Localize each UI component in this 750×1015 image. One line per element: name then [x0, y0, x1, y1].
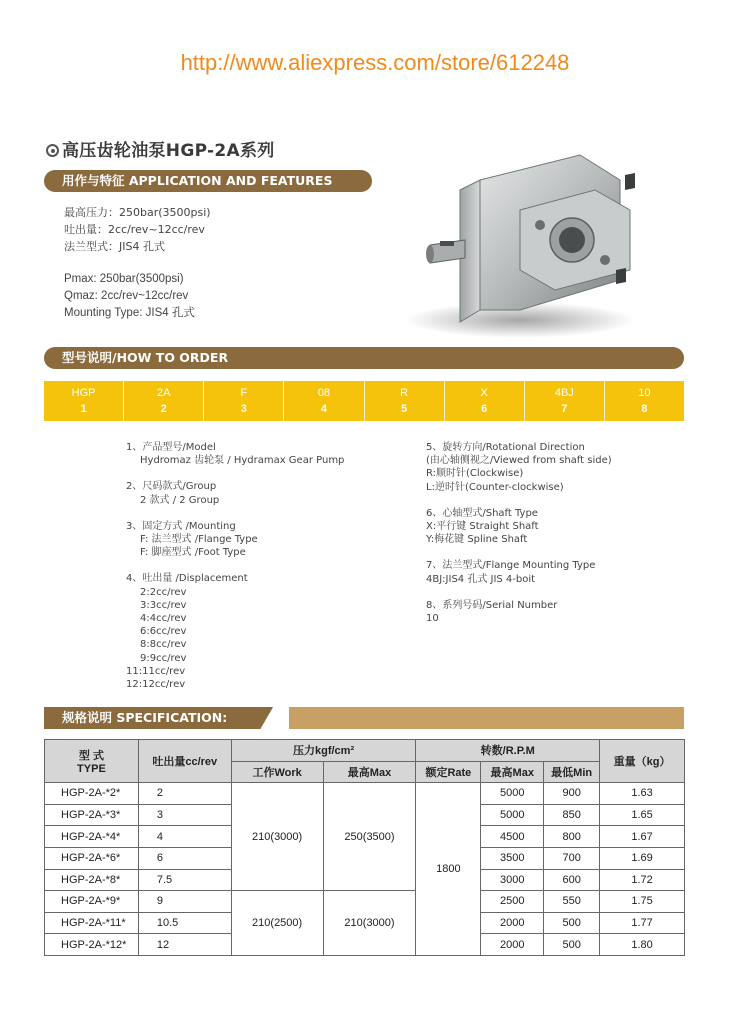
header-speed: 转数/R.P.M	[416, 740, 600, 762]
order-note: 8、系列号码/Serial Number 10	[426, 599, 558, 625]
spec-table	[44, 739, 685, 956]
features-en	[64, 271, 195, 322]
table-row: HGP-2A-*2* 2 210(3000) 250(3500) 1800 5000 900 1.63	[45, 783, 685, 805]
product-title-text: 高压齿轮油泵HGP-2A系列	[62, 141, 275, 161]
table-row: HGP-2A-*11* 10.5 2000 500 1.77	[45, 912, 685, 934]
order-notes-right	[426, 441, 716, 638]
gear-pump-image	[380, 140, 650, 340]
header-displacement: 吐出量cc/rev	[138, 740, 231, 783]
product-title	[46, 136, 275, 161]
feature-line: Mounting Type: JIS4 孔式	[64, 307, 195, 319]
order-code-cell: 10 8	[638, 387, 651, 415]
order-section-header: 型号说明/HOW TO ORDER	[44, 347, 684, 369]
header-max-pressure: 最高Max	[323, 761, 416, 783]
feature-line: 最高压力：250bar(3500psi)	[64, 206, 211, 219]
order-code-cell: X 6	[445, 381, 525, 421]
feature-line: 吐出量：2cc/rev~12cc/rev	[64, 223, 205, 236]
header-type: 型 式 TYPE	[45, 740, 139, 783]
feature-line: 法兰型式：JIS4 孔式	[64, 240, 165, 253]
header-pressure: 压力kgf/cm²	[231, 740, 416, 762]
spec-section-header: 规格说明 SPECIFICATION:	[44, 707, 684, 729]
table-row: HGP-2A-*12* 12 2000 500 1.80	[45, 934, 685, 956]
order-note: 2、尺码款式/Group 2 款式 / 2 Group	[126, 481, 220, 506]
order-code-cell: F 3	[204, 381, 284, 421]
header-rate: 额定Rate	[416, 761, 481, 783]
order-note: 5、旋转方向/Rotational Direction (由心轴侧视之/Viewed from shaft side) R:顺时针(Clockwise) L:逆时针(Counter-clockwise)	[426, 442, 612, 493]
features-cn	[64, 204, 211, 255]
order-note: 4、吐出量 /Displacement 2:2cc/rev 3:3cc/rev 4:4cc/rev 6:6cc/rev 8:8cc/rev 9:9cc/rev 11:11cc/rev 12:12cc/rev	[126, 573, 248, 691]
order-code-cell: 2A 2	[124, 381, 204, 421]
table-row: HGP-2A-*9* 9 210(2500) 210(3000) 2500 550 1.75	[45, 891, 685, 913]
order-code-cell: R 5	[365, 381, 445, 421]
order-code-strip	[44, 381, 684, 421]
order-notes-left	[126, 441, 406, 704]
order-code-cell: HGP 1	[44, 381, 124, 421]
header-min-speed: 最低Min	[544, 761, 600, 783]
application-section-header: 用作与特征 APPLICATION AND FEATURES	[44, 170, 372, 192]
header-weight: 重量（kg）	[600, 740, 685, 783]
order-note: 7、法兰型式/Flange Mounting Type 4BJ:JIS4 孔式 JIS 4-boit	[426, 560, 596, 585]
header-work: 工作Work	[231, 761, 323, 783]
order-note: 3、固定方式 /Mounting F: 法兰型式 /Flange Type F: 脚座型式 /Foot Type	[126, 520, 258, 559]
order-note: 1、产品型号/Model Hydromaz 齿轮泵 / Hydramax Gear Pump	[126, 442, 345, 467]
order-note: 6、心轴型式/Shaft Type X:平行键 Straight Shaft Y:梅花键 Spline Shaft	[426, 507, 539, 546]
circle-bullet-icon	[46, 144, 59, 157]
table-row: HGP-2A-*6* 6 3500 700 1.69	[45, 847, 685, 869]
order-code-cell: 4BJ 7	[525, 381, 605, 421]
table-row: HGP-2A-*3* 3 5000 850 1.65	[45, 804, 685, 826]
table-row: HGP-2A-*8* 7.5 3000 600 1.72	[45, 869, 685, 891]
header-max-speed: 最高Max	[481, 761, 544, 783]
order-code-cell: 08 4	[284, 381, 364, 421]
feature-line: Pmax: 250bar(3500psi)	[64, 273, 184, 285]
store-url[interactable]: http://www.aliexpress.com/store/612248	[180, 50, 570, 75]
feature-line: Qmaz: 2cc/rev~12cc/rev	[64, 290, 189, 302]
table-row: HGP-2A-*4* 4 4500 800 1.67	[45, 826, 685, 848]
